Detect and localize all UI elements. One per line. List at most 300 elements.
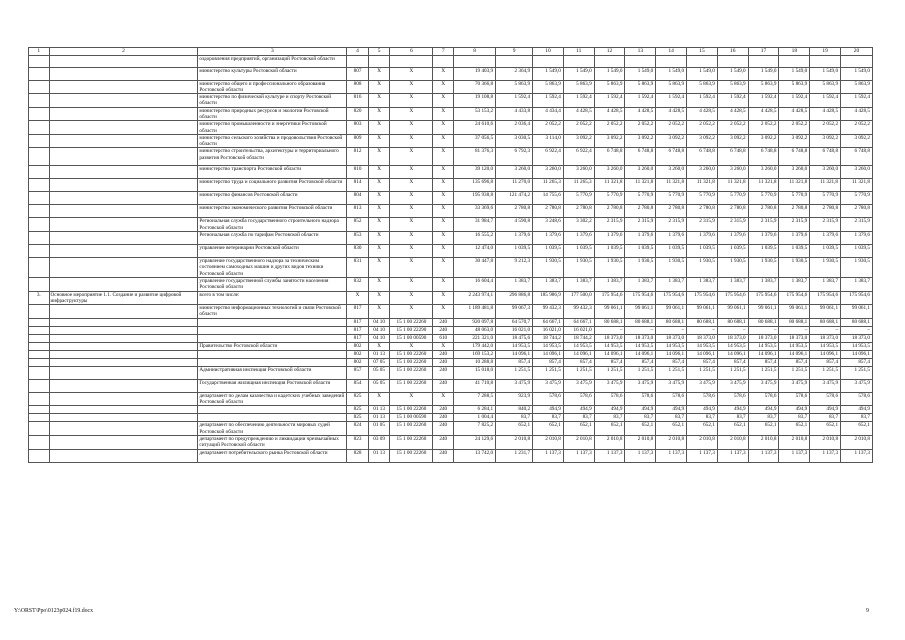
expense-type-cell: 610 <box>433 334 454 342</box>
executor-cell: министерство промышленности и энергетики Ростовской области <box>198 121 347 135</box>
year-amount-cell: 18 373,0 <box>687 334 718 342</box>
year-amount-cell: 11 265,3 <box>563 179 594 192</box>
measure-name-cell <box>49 218 198 232</box>
total-amount-cell: 7 825,2 <box>454 422 496 436</box>
budget-table <box>28 47 873 463</box>
expense-type-cell: 240 <box>433 379 454 392</box>
year-amount-cell: 6 748,8 <box>594 148 625 166</box>
executor-cell: Правительство Ростовской области <box>198 342 347 350</box>
table-row <box>29 291 873 305</box>
total-amount-cell: 10 288,8 <box>454 358 496 366</box>
executor-cell: управление ветеринарии Ростовской области <box>198 245 347 258</box>
row-number-cell <box>29 134 50 148</box>
year-amount-cell: 6 748,8 <box>810 148 841 166</box>
year-amount-cell: 3 260,0 <box>810 166 841 179</box>
target-article-cell: 15 1 00 00590 <box>390 414 433 422</box>
year-amount-cell: 3 260,0 <box>563 166 594 179</box>
year-amount-cell: 99 061,1 <box>841 305 873 319</box>
table-row <box>29 121 873 135</box>
grbs-code-cell: 854 <box>347 379 369 392</box>
section-code-cell: Х <box>368 148 390 166</box>
column-number-16: 16 <box>717 48 748 56</box>
year-amount-cell: 1 251,5 <box>533 366 564 379</box>
year-amount-cell: – <box>594 326 625 334</box>
year-amount-cell: 4 590,8 <box>496 218 533 232</box>
section-code-cell: 01 13 <box>368 406 390 414</box>
year-amount-cell: 2 010,8 <box>563 435 594 449</box>
year-amount-cell: 2 010,8 <box>533 435 564 449</box>
year-amount-cell: 6 748,8 <box>687 148 718 166</box>
grbs-code-cell: 830 <box>347 245 369 258</box>
row-number-cell <box>29 192 50 205</box>
target-article-cell: 15 1 00 22260 <box>390 435 433 449</box>
table-row <box>29 406 873 414</box>
executor-cell <box>198 350 347 358</box>
section-code-cell: 01 05 <box>368 422 390 436</box>
year-amount-cell: 175 954,6 <box>625 291 656 305</box>
grbs-code-cell: 820 <box>347 107 369 121</box>
year-amount-cell: 3 475,9 <box>841 379 873 392</box>
target-article-cell: Х <box>390 342 433 350</box>
total-amount-cell: 31 984,7 <box>454 218 496 232</box>
year-amount-cell: 2 052,2 <box>748 121 779 135</box>
expense-type-cell: Х <box>433 80 454 94</box>
year-amount-cell: 3 475,9 <box>563 379 594 392</box>
year-amount-cell: 1 379,6 <box>496 232 533 245</box>
year-amount-cell: 4 428,5 <box>656 107 687 121</box>
year-amount-cell: 2 010,8 <box>810 435 841 449</box>
year-amount-cell: 2 780,8 <box>841 205 873 218</box>
year-amount-cell: 5 770,9 <box>779 192 810 205</box>
year-amount-cell: 99 061,1 <box>810 305 841 319</box>
year-amount-cell: 1 137,3 <box>533 449 564 462</box>
target-article-cell: Х <box>390 277 433 291</box>
year-amount-cell: 5 770,9 <box>625 192 656 205</box>
year-amount-cell: 3 475,9 <box>779 379 810 392</box>
year-amount-cell: 857,4 <box>625 358 656 366</box>
expense-type-cell: 240 <box>433 350 454 358</box>
year-amount-cell: 923,9 <box>496 392 533 406</box>
year-amount-cell: 14 096,1 <box>748 350 779 358</box>
year-amount-cell: 1 592,4 <box>841 94 873 108</box>
year-amount-cell: 2 315,9 <box>841 218 873 232</box>
section-code-cell: 01 13 <box>368 449 390 462</box>
year-amount-cell: 494,9 <box>625 406 656 414</box>
year-amount-cell: 652,1 <box>748 422 779 436</box>
year-amount-cell: 1 930,5 <box>656 258 687 278</box>
year-amount-cell: 1 549,0 <box>656 67 687 80</box>
total-amount-cell: 70 366,8 <box>454 80 496 94</box>
expense-type-cell: Х <box>433 205 454 218</box>
year-amount-cell: 6 922,4 <box>563 148 594 166</box>
target-article-cell: 15 1 00 22260 <box>390 379 433 392</box>
row-number-cell: 3. <box>29 291 50 305</box>
executor-cell: министерство информационных технологий и связи Ростовской области <box>198 305 347 319</box>
target-article-cell: Х <box>390 218 433 232</box>
target-article-cell: 15 1 00 22260 <box>390 406 433 414</box>
total-amount-cell: 33 369,6 <box>454 205 496 218</box>
column-number-row <box>29 48 873 56</box>
target-article-cell: 15 1 00 22260 <box>390 366 433 379</box>
year-amount-cell: 1 039,5 <box>533 245 564 258</box>
executor-cell: управление государственного надзора за техническим состоянием самоходных машин и других видов техники Ростовской области <box>198 258 347 278</box>
grbs-code-cell: 814 <box>347 179 369 192</box>
section-code-cell: 03 09 <box>368 435 390 449</box>
year-amount-cell: 18 373,0 <box>841 334 873 342</box>
executor-cell: министерство транспорта Ростовской области <box>198 166 347 179</box>
year-amount-cell: 578,6 <box>533 392 564 406</box>
year-amount-cell: 2 315,9 <box>810 218 841 232</box>
year-amount-cell: 652,1 <box>656 422 687 436</box>
year-amount-cell: 99 061,1 <box>656 305 687 319</box>
year-amount-cell: 11 321,8 <box>594 179 625 192</box>
column-number-10: 10 <box>533 48 564 56</box>
year-amount-cell: 3 260,0 <box>748 166 779 179</box>
target-article-cell: 15 1 00 22260 <box>390 449 433 462</box>
executor-cell: департамент по делам казачества и кадетских учебных заведений Ростовской области <box>198 392 347 406</box>
year-amount-cell: 1 549,0 <box>810 67 841 80</box>
target-article-cell: Х <box>390 305 433 319</box>
year-amount-cell: 1 039,5 <box>625 245 656 258</box>
expense-type-cell: 240 <box>433 449 454 462</box>
year-amount-cell: 3 475,9 <box>625 379 656 392</box>
year-amount-cell: 578,6 <box>779 392 810 406</box>
table-row <box>29 245 873 258</box>
year-amount-cell: 1 137,3 <box>717 449 748 462</box>
year-amount-cell: 3 248,6 <box>533 218 564 232</box>
table-row <box>29 305 873 319</box>
year-amount-cell: 2 010,8 <box>594 435 625 449</box>
year-amount-cell: 1 930,5 <box>841 258 873 278</box>
year-amount-cell: – <box>779 326 810 334</box>
total-amount-cell: 2 243 974,1 <box>454 291 496 305</box>
column-number-13: 13 <box>625 48 656 56</box>
year-amount-cell: 177 500,0 <box>563 291 594 305</box>
year-amount-cell: 1 592,4 <box>594 94 625 108</box>
year-amount-cell: 2 052,2 <box>810 121 841 135</box>
total-amount-cell: 920 097,8 <box>454 318 496 326</box>
year-amount-cell: 80 688,1 <box>656 318 687 326</box>
grbs-code-cell: 832 <box>347 277 369 291</box>
section-code-cell: 05 05 <box>368 366 390 379</box>
year-amount-cell: 1 383,7 <box>625 277 656 291</box>
year-amount-cell: 4 434,4 <box>533 107 564 121</box>
total-amount-cell: 24 129,6 <box>454 435 496 449</box>
year-amount-cell: 80 688,1 <box>625 318 656 326</box>
year-amount-cell: 1 137,3 <box>748 449 779 462</box>
year-amount-cell: 99 061,1 <box>594 305 625 319</box>
table-row <box>29 334 873 342</box>
year-amount-cell: 5 770,9 <box>810 192 841 205</box>
section-code-cell: Х <box>368 232 390 245</box>
year-amount-cell <box>625 55 656 67</box>
year-amount-cell: 1 383,7 <box>779 277 810 291</box>
expense-type-cell: Х <box>433 107 454 121</box>
table-row <box>29 67 873 80</box>
table-row <box>29 342 873 350</box>
total-amount-cell: 1 189 481,8 <box>454 305 496 319</box>
year-amount-cell: 1 251,5 <box>656 366 687 379</box>
year-amount-cell: 3 475,9 <box>656 379 687 392</box>
year-amount-cell: 83,7 <box>687 414 718 422</box>
grbs-code-cell: 825 <box>347 392 369 406</box>
year-amount-cell <box>810 55 841 67</box>
year-amount-cell: 3 092,2 <box>625 134 656 148</box>
year-amount-cell: 1 549,0 <box>533 67 564 80</box>
column-number-14: 14 <box>656 48 687 56</box>
year-amount-cell: 1 592,4 <box>563 94 594 108</box>
target-article-cell: Х <box>390 192 433 205</box>
year-amount-cell: 14 096,1 <box>810 350 841 358</box>
year-amount-cell: 5 770,9 <box>656 192 687 205</box>
measure-name-cell <box>49 192 198 205</box>
table-row <box>29 94 873 108</box>
year-amount-cell: 1 592,4 <box>687 94 718 108</box>
total-amount-cell: 39 120,0 <box>454 166 496 179</box>
year-amount-cell: 578,6 <box>625 392 656 406</box>
year-amount-cell: 2 315,9 <box>625 218 656 232</box>
section-code-cell: Х <box>368 67 390 80</box>
year-amount-cell: 1 549,0 <box>563 67 594 80</box>
year-amount-cell: 4 428,5 <box>563 107 594 121</box>
year-amount-cell: 494,9 <box>594 406 625 414</box>
year-amount-cell: – <box>841 326 873 334</box>
table-row <box>29 358 873 366</box>
total-amount-cell: 15 018,0 <box>454 366 496 379</box>
year-amount-cell: 652,1 <box>687 422 718 436</box>
year-amount-cell: 1 137,3 <box>594 449 625 462</box>
expense-type-cell: Х <box>433 94 454 108</box>
year-amount-cell: 4 428,5 <box>594 107 625 121</box>
footer-file-path: Y:\ORST\Ppo\0123p024.f19.docx <box>14 608 94 614</box>
year-amount-cell: 494,9 <box>841 406 873 414</box>
row-number-cell <box>29 232 50 245</box>
measure-name-cell <box>49 392 198 406</box>
row-number-cell <box>29 277 50 291</box>
grbs-code-cell: 816 <box>347 94 369 108</box>
expense-type-cell: Х <box>433 277 454 291</box>
year-amount-cell: 80 688,1 <box>748 318 779 326</box>
grbs-code-cell: 817 <box>347 326 369 334</box>
measure-name-cell <box>49 379 198 392</box>
year-amount-cell: 14 953,5 <box>779 342 810 350</box>
year-amount-cell: 1 039,5 <box>563 245 594 258</box>
year-amount-cell: 494,9 <box>533 406 564 414</box>
year-amount-cell: 2 052,2 <box>687 121 718 135</box>
year-amount-cell: 857,4 <box>810 358 841 366</box>
year-amount-cell: 857,4 <box>496 358 533 366</box>
year-amount-cell: 83,7 <box>594 414 625 422</box>
year-amount-cell: 1 549,0 <box>625 67 656 80</box>
target-article-cell: 15 1 00 00590 <box>390 334 433 342</box>
year-amount-cell: 11 321,8 <box>841 179 873 192</box>
section-code-cell: Х <box>368 245 390 258</box>
section-code-cell: 04 10 <box>368 318 390 326</box>
year-amount-cell: 4 428,5 <box>810 107 841 121</box>
year-amount-cell: 83,7 <box>748 414 779 422</box>
year-amount-cell: 840,2 <box>496 406 533 414</box>
year-amount-cell: 1 137,3 <box>656 449 687 462</box>
column-number-5: 5 <box>368 48 390 56</box>
year-amount-cell: 83,7 <box>563 414 594 422</box>
section-code-cell: 04 10 <box>368 326 390 334</box>
year-amount-cell: 3 260,0 <box>533 166 564 179</box>
year-amount-cell: 1 251,5 <box>841 366 873 379</box>
year-amount-cell: 857,4 <box>841 358 873 366</box>
year-amount-cell: 99 061,1 <box>779 305 810 319</box>
year-amount-cell: 11 321,8 <box>779 179 810 192</box>
year-amount-cell: 3 092,2 <box>779 134 810 148</box>
target-article-cell: Х <box>390 80 433 94</box>
year-amount-cell: 3 475,9 <box>748 379 779 392</box>
measure-name-cell <box>49 358 198 366</box>
grbs-code-cell: 825 <box>347 414 369 422</box>
year-amount-cell: 4 428,5 <box>748 107 779 121</box>
year-amount-cell: 2 010,8 <box>779 435 810 449</box>
year-amount-cell: 3 260,0 <box>841 166 873 179</box>
table-row <box>29 134 873 148</box>
measure-name-cell <box>49 94 198 108</box>
year-amount-cell: 1 379,6 <box>779 232 810 245</box>
grbs-code-cell: 817 <box>347 318 369 326</box>
expense-type-cell: Х <box>433 67 454 80</box>
year-amount-cell: 578,6 <box>656 392 687 406</box>
table-row <box>29 148 873 166</box>
grbs-code-cell: 825 <box>347 406 369 414</box>
year-amount-cell: 652,1 <box>594 422 625 436</box>
target-article-cell: Х <box>390 148 433 166</box>
year-amount-cell: 80 688,1 <box>717 318 748 326</box>
executor-cell: министерство труда и социального развития Ростовской области <box>198 179 347 192</box>
year-amount-cell: 1 251,5 <box>625 366 656 379</box>
total-amount-cell: 169 153,2 <box>454 350 496 358</box>
measure-name-cell <box>49 366 198 379</box>
executor-cell: министерство природных ресурсов и экологии Ростовской области <box>198 107 347 121</box>
target-article-cell: Х <box>390 134 433 148</box>
year-amount-cell: 1 379,6 <box>810 232 841 245</box>
year-amount-cell: 5 863,9 <box>717 80 748 94</box>
year-amount-cell: 494,9 <box>779 406 810 414</box>
expense-type-cell: 240 <box>433 406 454 414</box>
column-number-3: 3 <box>198 48 347 56</box>
year-amount-cell: 1 383,7 <box>841 277 873 291</box>
target-article-cell: 15 1 00 22290 <box>390 326 433 334</box>
measure-name-cell <box>49 179 198 192</box>
year-amount-cell: 9 212,3 <box>496 258 533 278</box>
target-article-cell: Х <box>390 232 433 245</box>
table-row <box>29 80 873 94</box>
measure-name-cell <box>49 326 198 334</box>
year-amount-cell: 1 592,4 <box>810 94 841 108</box>
year-amount-cell: 1 383,7 <box>496 277 533 291</box>
year-amount-cell: 2 010,8 <box>687 435 718 449</box>
year-amount-cell: 14 953,5 <box>687 342 718 350</box>
year-amount-cell: 1 383,7 <box>687 277 718 291</box>
expense-type-cell: 240 <box>433 326 454 334</box>
table-row <box>29 205 873 218</box>
year-amount-cell: 5 863,9 <box>625 80 656 94</box>
year-amount-cell: 1 039,5 <box>496 245 533 258</box>
year-amount-cell: 14 953,5 <box>841 342 873 350</box>
total-amount-cell: 195 938,8 <box>454 192 496 205</box>
year-amount-cell: 2 780,8 <box>748 205 779 218</box>
year-amount-cell: 1 251,5 <box>687 366 718 379</box>
year-amount-cell: 1 379,6 <box>748 232 779 245</box>
year-amount-cell: 64 667,1 <box>533 318 564 326</box>
year-amount-cell: 14 096,1 <box>779 350 810 358</box>
year-amount-cell: 6 922,4 <box>533 148 564 166</box>
target-article-cell: Х <box>390 291 433 305</box>
year-amount-cell: 1 379,6 <box>594 232 625 245</box>
year-amount-cell: 1 930,5 <box>748 258 779 278</box>
year-amount-cell: 578,6 <box>717 392 748 406</box>
row-number-cell <box>29 258 50 278</box>
year-amount-cell: 3 092,2 <box>748 134 779 148</box>
year-amount-cell: 1 039,5 <box>779 245 810 258</box>
year-amount-cell: 3 260,0 <box>779 166 810 179</box>
year-amount-cell: 11 270,0 <box>496 179 533 192</box>
row-number-cell <box>29 80 50 94</box>
year-amount-cell: 6 748,8 <box>748 148 779 166</box>
column-number-17: 17 <box>748 48 779 56</box>
year-amount-cell: 3 260,0 <box>656 166 687 179</box>
executor-cell: Региональная служба государственного строительного надзора Ростовской области <box>198 218 347 232</box>
executor-cell <box>198 326 347 334</box>
year-amount-cell: 5 863,9 <box>656 80 687 94</box>
expense-type-cell: Х <box>433 342 454 350</box>
table-row <box>29 277 873 291</box>
year-amount-cell: 99 061,1 <box>717 305 748 319</box>
executor-cell: департамент по обеспечению деятельности мировых судей Ростовской области <box>198 422 347 436</box>
total-amount-cell: 13 742,0 <box>454 449 496 462</box>
year-amount-cell: 857,4 <box>656 358 687 366</box>
column-number-header <box>29 48 873 56</box>
year-amount-cell: 1 930,5 <box>810 258 841 278</box>
year-amount-cell: 2 052,2 <box>533 121 564 135</box>
year-amount-cell: 83,7 <box>496 414 533 422</box>
year-amount-cell: 14 755,6 <box>533 192 564 205</box>
year-amount-cell: 578,6 <box>594 392 625 406</box>
year-amount-cell: 494,9 <box>748 406 779 414</box>
year-amount-cell: 5 863,9 <box>533 80 564 94</box>
year-amount-cell: 11 265,3 <box>533 179 564 192</box>
section-code-cell: Х <box>368 94 390 108</box>
year-amount-cell: – <box>810 326 841 334</box>
total-amount-cell: 1 004,4 <box>454 414 496 422</box>
total-amount-cell: 53 153,2 <box>454 107 496 121</box>
year-amount-cell: 16 021,0 <box>533 326 564 334</box>
target-article-cell: 15 1 00 22260 <box>390 422 433 436</box>
year-amount-cell: 1 379,6 <box>687 232 718 245</box>
target-article-cell <box>390 55 433 67</box>
measure-name-cell: Основное мероприятие 1.1. Создание и развитие цифровой инфраструктуры <box>49 291 198 305</box>
year-amount-cell: 1 383,7 <box>533 277 564 291</box>
year-amount-cell: 857,4 <box>717 358 748 366</box>
row-number-cell <box>29 107 50 121</box>
section-code-cell: Х <box>368 258 390 278</box>
year-amount-cell: 3 092,2 <box>810 134 841 148</box>
measure-name-cell <box>49 166 198 179</box>
year-amount-cell: 1 592,4 <box>656 94 687 108</box>
year-amount-cell: 5 863,9 <box>496 80 533 94</box>
table-row <box>29 379 873 392</box>
year-amount-cell: 1 930,5 <box>717 258 748 278</box>
year-amount-cell: 2 052,2 <box>563 121 594 135</box>
total-amount-cell: 16 604,4 <box>454 277 496 291</box>
year-amount-cell: 857,4 <box>594 358 625 366</box>
row-number-cell <box>29 326 50 334</box>
year-amount-cell <box>563 55 594 67</box>
